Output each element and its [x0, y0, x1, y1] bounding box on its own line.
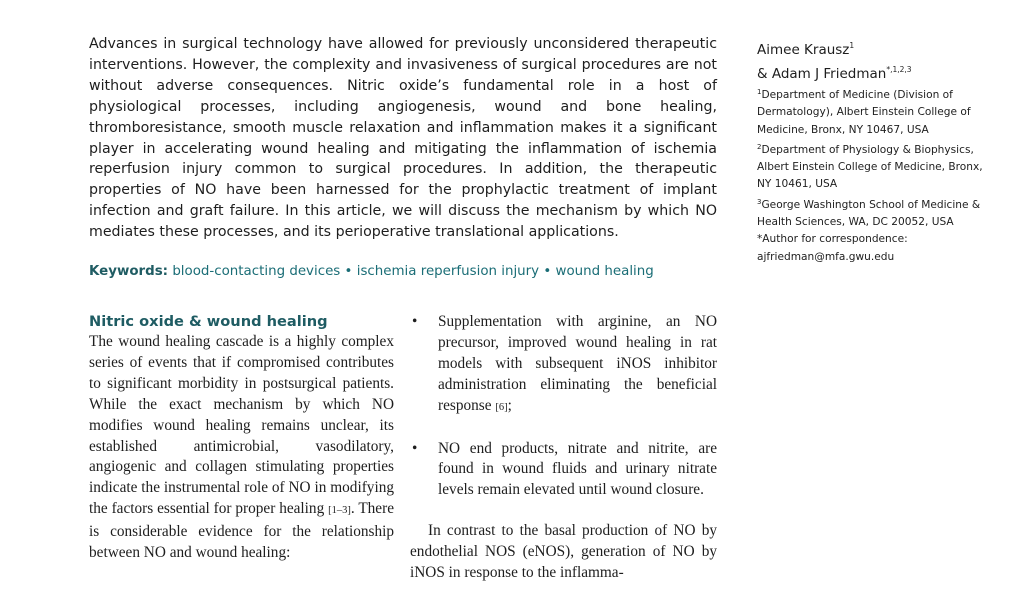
affiliation-3: $^3$George Washington School of Medicine & Health Sciences, WA, DC 20052, USA — [757, 197, 981, 229]
keyword-item: blood-contacting devices — [172, 264, 341, 279]
author-name-1: Aimee Krausz$^1$ — [757, 41, 855, 58]
bullet-item: • Supplementation with arginine, an NO precursor, improved wound healing in rat models with subsequent iNOS inhibitor administration eliminating the beneficial response [6]; — [412, 313, 717, 414]
author-block — [757, 36, 987, 266]
keyword-separator: • — [340, 264, 357, 279]
keyword-item: ischemia reperfusion injury — [356, 264, 540, 279]
affiliation-1: $^1$Department of Medicine (Division of Dermatology), Albert Einstein College of Medicine, Bronx, NY 10467, USA — [757, 88, 971, 136]
author-name-2: & Adam J Friedman$^{*,1,2,3}$ — [757, 65, 912, 82]
keywords — [89, 262, 729, 282]
section-heading: Nitric oxide & wound healing — [89, 313, 328, 330]
body-paragraph: In contrast to the basal production of NO by endothelial NOS (eNOS), generation of NO by iNOS in response to the inflamma- — [410, 522, 717, 582]
body-paragraph: The wound healing cascade is a highly complex series of events that if compromised contributes to significant morbidity in postsurgical patients. While the exact mechanism by which NO modifies wound healing remains unclear, its established antimicrobial, vasodilatory, angiogenic and collagen stimulating properties indicate the instrumental role of NO in modifying the factors essential for proper healing [1–3]. There is considerable evidence for the relationship between NO and wound healing: — [89, 333, 394, 562]
keyword-separator: • — [539, 264, 556, 279]
bullet-icon: • — [412, 439, 418, 457]
keywords-label: Keywords: — [89, 264, 169, 279]
correspondence-note: *Author for correspondence: — [757, 233, 908, 246]
abstract: Advances in surgical technology have allowed for previously unconsidered therapeutic interventions. However, the complexity and invasiveness of surgical procedures are not without adverse consequences. Nitric oxide’s fundamental role in a host of physiological processes, including angiogenesis, wound and bone healing, thromboresistance, smooth muscle relaxation and inflammation makes it a significant player in accelerating wound healing and mitigating the inflammation of ischemia reperfusion injury common to surgical procedures. In addition, the therapeutic properties of NO have been harnessed for the prophylactic treatment of implant infection and graft failure. In this article, we will discuss the mechanism by which NO mediates these processes, and its perioperative translational applications. — [89, 36, 717, 241]
right-column — [410, 312, 717, 584]
affiliation-2: $^2$Department of Physiology & Biophysics, Albert Einstein College of Medicine, Bronx, NY 10461, USA — [757, 142, 983, 191]
bullet-item: • NO end products, nitrate and nitrite, are found in wound fluids and urinary nitrate levels remain elevated until wound closure. — [412, 439, 717, 499]
correspondence-email: ajfriedman@mfa.gwu.edu — [757, 250, 895, 263]
citation: [6] — [495, 401, 508, 413]
bullet-icon: • — [412, 313, 418, 330]
citation: [1–3] — [328, 505, 351, 517]
keyword-item: wound healing — [555, 264, 654, 279]
